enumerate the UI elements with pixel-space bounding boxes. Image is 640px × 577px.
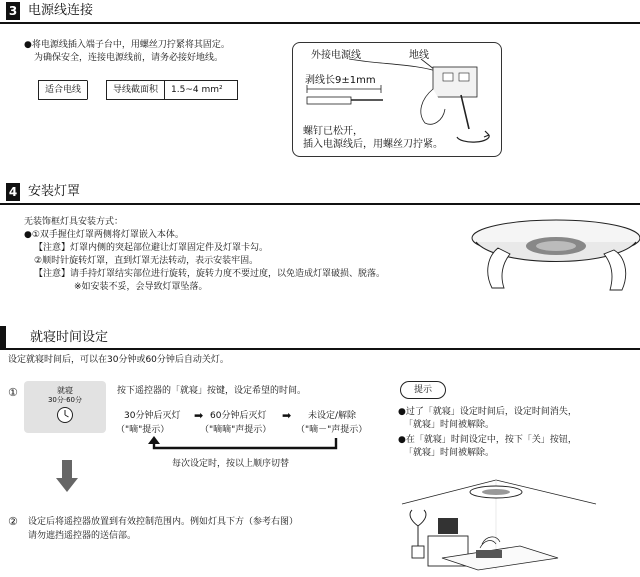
tip-line-3: ●在「就寝」时间设定中，按下「关」按钮， [398,435,577,445]
wire-spec-label: 适合电线 [45,85,82,95]
step-1-instruction: 按下遥控器的「就寝」按键，设定希望的时间。 [117,386,307,396]
step-2-number: ② [8,515,18,528]
tip-line-1: ●过了「就寝」设定时间后，设定时间消失， [398,407,577,417]
clock-icon [56,406,74,424]
wiring-safety-note: 为确保安全，连接电源线前，请务必接好地线。 [34,53,224,63]
section-number: 4 [6,183,20,201]
flow-unset-sound: （"嘀－"声提示） [296,425,368,435]
section-4-header [0,181,640,205]
shade-step-1: ●①双手握住灯罩两侧将灯罩嵌入本体。 [24,230,184,240]
flow-60min-sound: （"嘀嘀"声提示） [200,425,272,435]
arrow-right-icon: ➡ [282,409,292,422]
shade-note-2: 【注意】请手持灯罩结实部位进行旋转，旋转力度不要过度，以免造成灯罩破损、脱落。 [34,269,386,279]
section-title: 安装灯罩 [28,184,81,199]
wiring-instruction: ●将电源线插入端子台中，用螺丝刀拧紧将其固定。 [24,40,230,50]
ground-wire-label: 地线 [409,50,429,61]
figure-caption-2: 插入电源线后，用螺丝刀拧紧。 [303,139,443,150]
section-5-header [0,326,640,350]
step-2-line-2: 请勿遮挡遥控器的送信部。 [28,531,137,541]
cross-section-label: 导线截面积 [106,81,164,99]
table-gap [87,80,106,100]
shade-warning: ※如安装不妥，会导致灯罩坠落。 [74,282,208,292]
flow-30min-sound: （"嘀"提示） [116,425,170,435]
external-wire-label: 外接电源线 [311,50,361,61]
tip-badge: 提示 [400,381,446,399]
arrow-right-icon: ➡ [194,409,204,422]
room-illustration [398,474,598,572]
arrow-down-icon [56,460,78,494]
cycle-arrow-icon [140,436,350,456]
flow-60min: 60分钟后灭灯 [210,411,267,421]
section-marker [0,326,6,350]
section-title: 电源线连接 [28,3,94,18]
shade-install-method: 无装饰框灯具安装方式： [24,217,124,227]
cross-section-value: 1.5~4 mm² [164,81,237,99]
step-1-number: ① [8,386,18,399]
lamp-shade-illustration [458,206,640,298]
tip-line-4: 「就寝」时间被解除。 [404,448,495,458]
sleep-button-label: 就寝 [57,386,73,395]
sleep-button-sublabel: 30分·60分 [47,396,83,404]
cycle-note: 每次设定时，按以上顺序切替 [172,459,290,469]
sleep-timer-intro: 设定就寝时间后，可以在30分钟或60分钟后自动关灯。 [8,355,229,365]
section-rule [0,203,640,205]
wiring-figure [292,42,502,157]
sleep-button-illustration [24,381,106,433]
tip-line-2: 「就寝」时间被解除。 [404,420,495,430]
section-rule [0,22,640,24]
strip-length-label: 剥线长9±1mm [305,75,376,86]
shade-step-2: ②顺时针旋转灯罩，直到灯罩无法转动，表示安装牢固。 [34,256,259,266]
section-3-header [0,0,640,24]
flow-unset: 未设定/解除 [308,411,357,421]
step-2-line-1: 设定后将遥控器放置到有效控制范围内。例如灯具下方（参考右图） [28,517,299,527]
section-title: 就寝时间设定 [30,330,109,345]
section-rule [0,348,640,350]
wire-spec-table [38,80,238,100]
section-number: 3 [6,2,20,20]
figure-caption-1: 螺钉已松开， [303,126,363,137]
flow-30min: 30分钟后灭灯 [124,411,181,421]
shade-note-1: 【注意】灯罩内侧的突起部位避让灯罩固定件及灯罩卡勾。 [34,243,269,253]
